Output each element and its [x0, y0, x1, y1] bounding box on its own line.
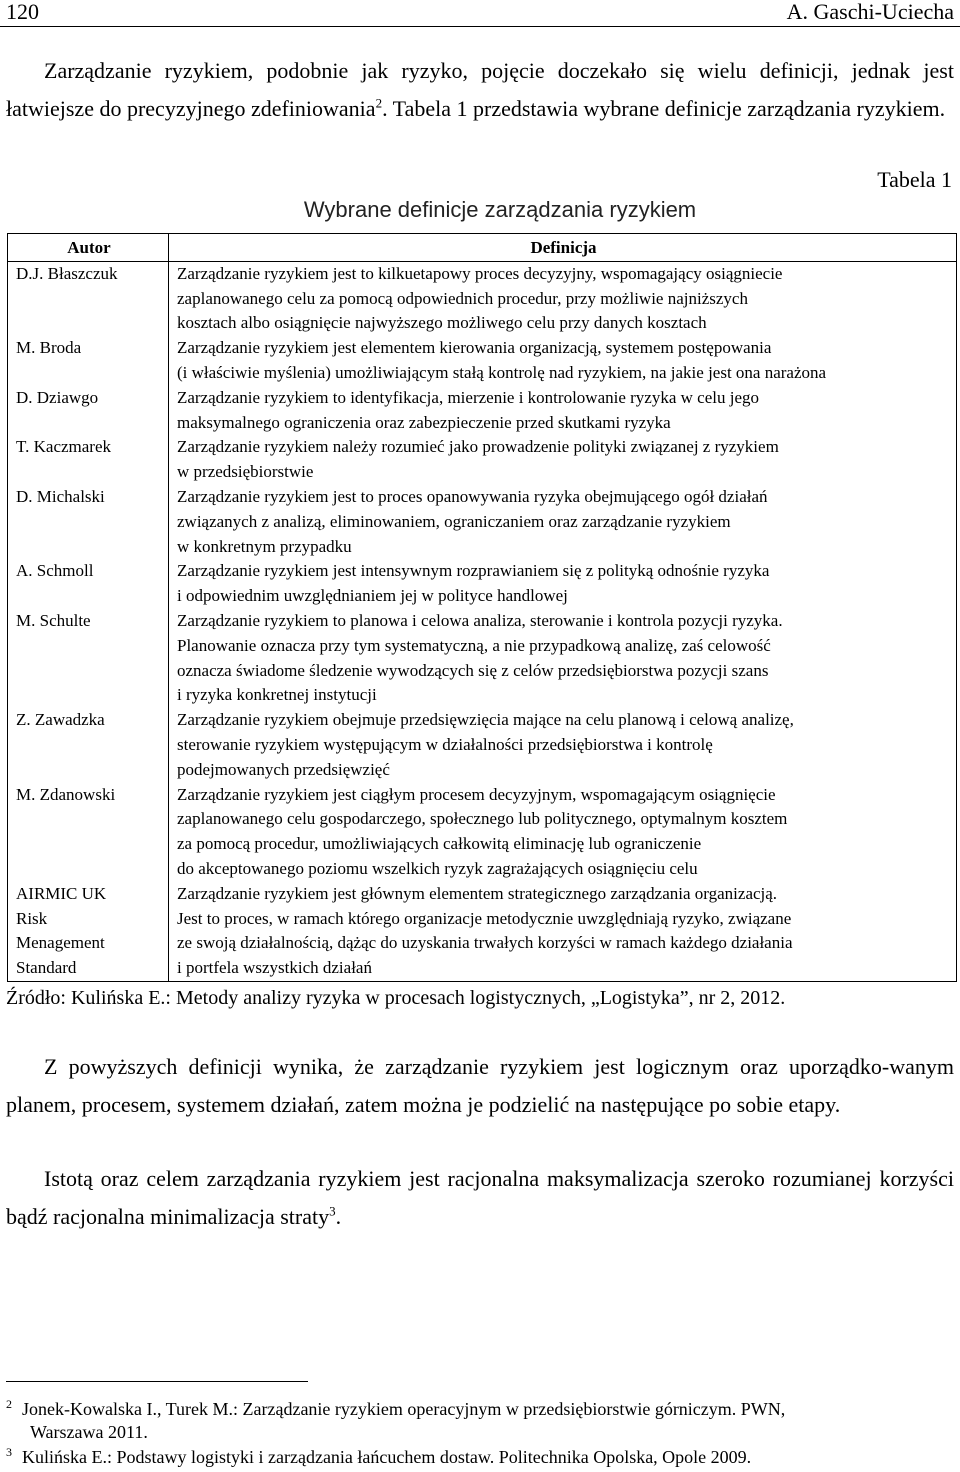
table-source: Źródło: Kulińska E.: Metody analizy ryzyka w procesach logistycznych, „Logistyka”, nr 2, 2012.	[6, 987, 786, 1009]
definition-line: Jest to proces, w ramach którego organizacje metodycznie uwzględniają ryzyko, związane	[177, 908, 792, 928]
author-cell	[8, 559, 169, 609]
author-cell	[8, 485, 169, 559]
author-line: T. Kaczmarek	[16, 437, 112, 457]
definition-line: (i właściwie myślenia) umożliwiającym stałą kontrolę nad ryzykiem, na jakie jest ona narażona	[177, 362, 827, 382]
table-row	[8, 708, 957, 782]
definition-line: ze swoją działalnością, dążąc do uzyskania trwałych korzyści w ramach każdego działania	[177, 933, 793, 953]
table-row	[8, 386, 957, 436]
table-row	[8, 435, 957, 485]
definition-line: w konkretnym przypadku	[177, 536, 352, 556]
definition-cell	[169, 609, 957, 708]
definition-cell	[169, 485, 957, 559]
definition-line: zaplanowanego celu za pomocą odpowiednich procedur, przy możliwie najniższych	[177, 288, 748, 308]
definition-line: Zarządzanie ryzykiem należy rozumieć jako prowadzenie polityki związanej z ryzykiem	[177, 437, 779, 457]
definition-line: w przedsiębiorstwie	[177, 462, 314, 482]
definition-line: i ryzyka konkretnej instytucji	[177, 685, 377, 705]
author-cell	[8, 386, 169, 436]
body-paragraph-1: Z powyższych definicji wynika, że zarządzanie ryzykiem jest logicznym oraz uporządko-wanym planem, procesem, systemem działań, zatem można je podzielić na następujące po sobie etapy.	[6, 1054, 954, 1117]
author-line: AIRMIC UK	[16, 883, 107, 903]
definition-line: sterowanie ryzykiem występującym w działalności przedsiębiorstwa i kontrolę	[177, 734, 713, 754]
author-cell	[8, 261, 169, 336]
definition-line: maksymalnego ograniczenia oraz zabezpieczenie przed skutkami ryzyka	[177, 412, 671, 432]
intro-paragraph	[6, 52, 954, 127]
author-cell	[8, 609, 169, 708]
definition-line: Zarządzanie ryzykiem jest to proces opanowywania ryzyka obejmującego ogół działań	[177, 486, 768, 506]
definition-line: zaplanowanego celu gospodarczego, społecznego lub politycznego, optymalnym kosztem	[177, 809, 788, 829]
footnote-text: Jonek-Kowalska I., Turek M.: Zarządzanie ryzykiem operacyjnym w przedsiębiorstwie górniczym. PWN,	[22, 1399, 786, 1419]
author-cell	[8, 708, 169, 782]
definition-line: Zarządzanie ryzykiem jest głównym elementem strategicznego zarządzania organizacją.	[177, 883, 778, 903]
definition-cell	[169, 559, 957, 609]
definition-line: Zarządzanie ryzykiem jest intensywnym rozprawianiem się z polityką odnośnie ryzyka	[177, 561, 770, 581]
definition-cell	[169, 261, 957, 336]
table-header-row	[8, 234, 957, 262]
definition-cell	[169, 783, 957, 882]
table-title: Wybrane definicje zarządzania ryzykiem	[303, 197, 697, 222]
definition-cell	[169, 708, 957, 782]
running-header	[6, 0, 954, 24]
author-line: Z. Zawadzka	[16, 710, 105, 730]
author-line: M. Broda	[16, 338, 82, 358]
footnote-3	[6, 1446, 954, 1469]
author-line: Standard	[16, 958, 77, 978]
author-line: Risk	[16, 908, 48, 928]
definition-line: Zarządzanie ryzykiem jest ciągłym procesem decyzyjnym, wspomagającym osiągnięcie	[177, 784, 776, 804]
table-row	[8, 485, 957, 559]
definition-cell	[169, 882, 957, 982]
body-paragraph-2	[6, 1160, 954, 1235]
definition-cell	[169, 336, 957, 386]
column-header-definition: Definicja	[169, 234, 957, 262]
column-header-author: Autor	[8, 234, 169, 262]
table-body	[8, 261, 957, 981]
table-label: Tabela 1	[877, 167, 952, 192]
author-cell	[8, 783, 169, 882]
footnote-ref-2[interactable]: 2	[375, 95, 383, 111]
footnote-number: 3	[6, 1445, 12, 1459]
definition-line: Zarządzanie ryzykiem to planowa i celowa analiza, sterowanie i kontrola pozycji ryzyka.	[177, 610, 783, 630]
definitions-table	[7, 233, 957, 982]
definition-line: kosztach albo osiągnięcie najwyższego możliwego celu przy danych kosztach	[177, 313, 707, 333]
definition-cell	[169, 435, 957, 485]
definition-line: Zarządzanie ryzykiem to identyfikacja, mierzenie i kontrolowanie ryzyka w celu jego	[177, 387, 759, 407]
author-cell	[8, 435, 169, 485]
definition-cell	[169, 386, 957, 436]
table-row	[8, 783, 957, 882]
page-number: 120	[6, 0, 39, 24]
footnote-ref-3[interactable]: 3	[329, 1203, 336, 1219]
author-line: D.J. Błaszczuk	[16, 263, 118, 283]
definition-line: Zarządzanie ryzykiem jest elementem kierowania organizacją, systemem postępowania	[177, 338, 772, 358]
definition-line: podejmowanych przedsięwzięć	[177, 759, 390, 779]
author-cell	[8, 882, 169, 982]
intro-text-end: . Tabela 1 przedstawia wybrane definicje zarządzania ryzykiem.	[382, 95, 946, 121]
author-cell	[8, 336, 169, 386]
footnote-rule	[6, 1381, 308, 1382]
author-line: M. Schulte	[16, 610, 91, 630]
footnote-text-continued: Warszawa 2011.	[30, 1422, 148, 1442]
definition-line: Planowanie oznacza przy tym systematyczną, a nie przypadkową analizę, zaś celowość	[177, 635, 771, 655]
definition-line: i portfela wszystkich działań	[177, 958, 372, 978]
running-author: A. Gaschi-Uciecha	[786, 0, 954, 24]
footnote-text: Kulińska E.: Podstawy logistyki i zarządzania łańcuchem dostaw. Politechnika Opolska, Opole 2009.	[22, 1447, 752, 1467]
table-row	[8, 559, 957, 609]
footnote-2	[6, 1398, 954, 1444]
table-row	[8, 882, 957, 982]
definition-line: Zarządzanie ryzykiem obejmuje przedsięwzięcia mające na celu planową i celową analizę,	[177, 710, 794, 730]
definition-line: związanych z analizą, eliminowaniem, ograniczaniem oraz zarządzanie ryzykiem	[177, 511, 731, 531]
author-line: Menagement	[16, 933, 105, 953]
definition-line: i odpowiednim uwzględnianiem jej w polityce handlowej	[177, 586, 568, 606]
definition-line: oznacza świadome śledzenie wywodzących się z celów przedsiębiorstwa pozycji szans	[177, 660, 769, 680]
header-rule	[0, 26, 960, 27]
author-line: M. Zdanowski	[16, 784, 116, 804]
definition-line: do akceptowanego poziomu wszelkich ryzyk zagrażających osiągnięciu celu	[177, 858, 698, 878]
table-row	[8, 261, 957, 336]
table-row	[8, 336, 957, 386]
footnote-number: 2	[6, 1397, 12, 1411]
definition-line: za pomocą procedur, umożliwiających całkowitą eliminację lub ograniczenie	[177, 834, 702, 854]
author-line: D. Dziawgo	[16, 387, 99, 407]
definition-line: Zarządzanie ryzykiem jest to kilkuetapowy proces decyzyjny, wspomagający osiągniecie	[177, 263, 783, 283]
table-row	[8, 609, 957, 708]
intro-text: Zarządzanie ryzykiem, podobnie jak ryzyko, pojęcie doczekało się wielu definicji, jednak jest łatwiejsze do precyzyjnego zdefiniowania	[6, 58, 954, 121]
author-line: D. Michalski	[16, 486, 105, 506]
body-paragraph-2-end: .	[335, 1203, 342, 1229]
author-line: A. Schmoll	[16, 561, 94, 581]
body-paragraph-2-text: Istotą oraz celem zarządzania ryzykiem jest racjonalna maksymalizacja szeroko rozumianej korzyści bądź racjonalna minimalizacja straty	[6, 1166, 954, 1229]
